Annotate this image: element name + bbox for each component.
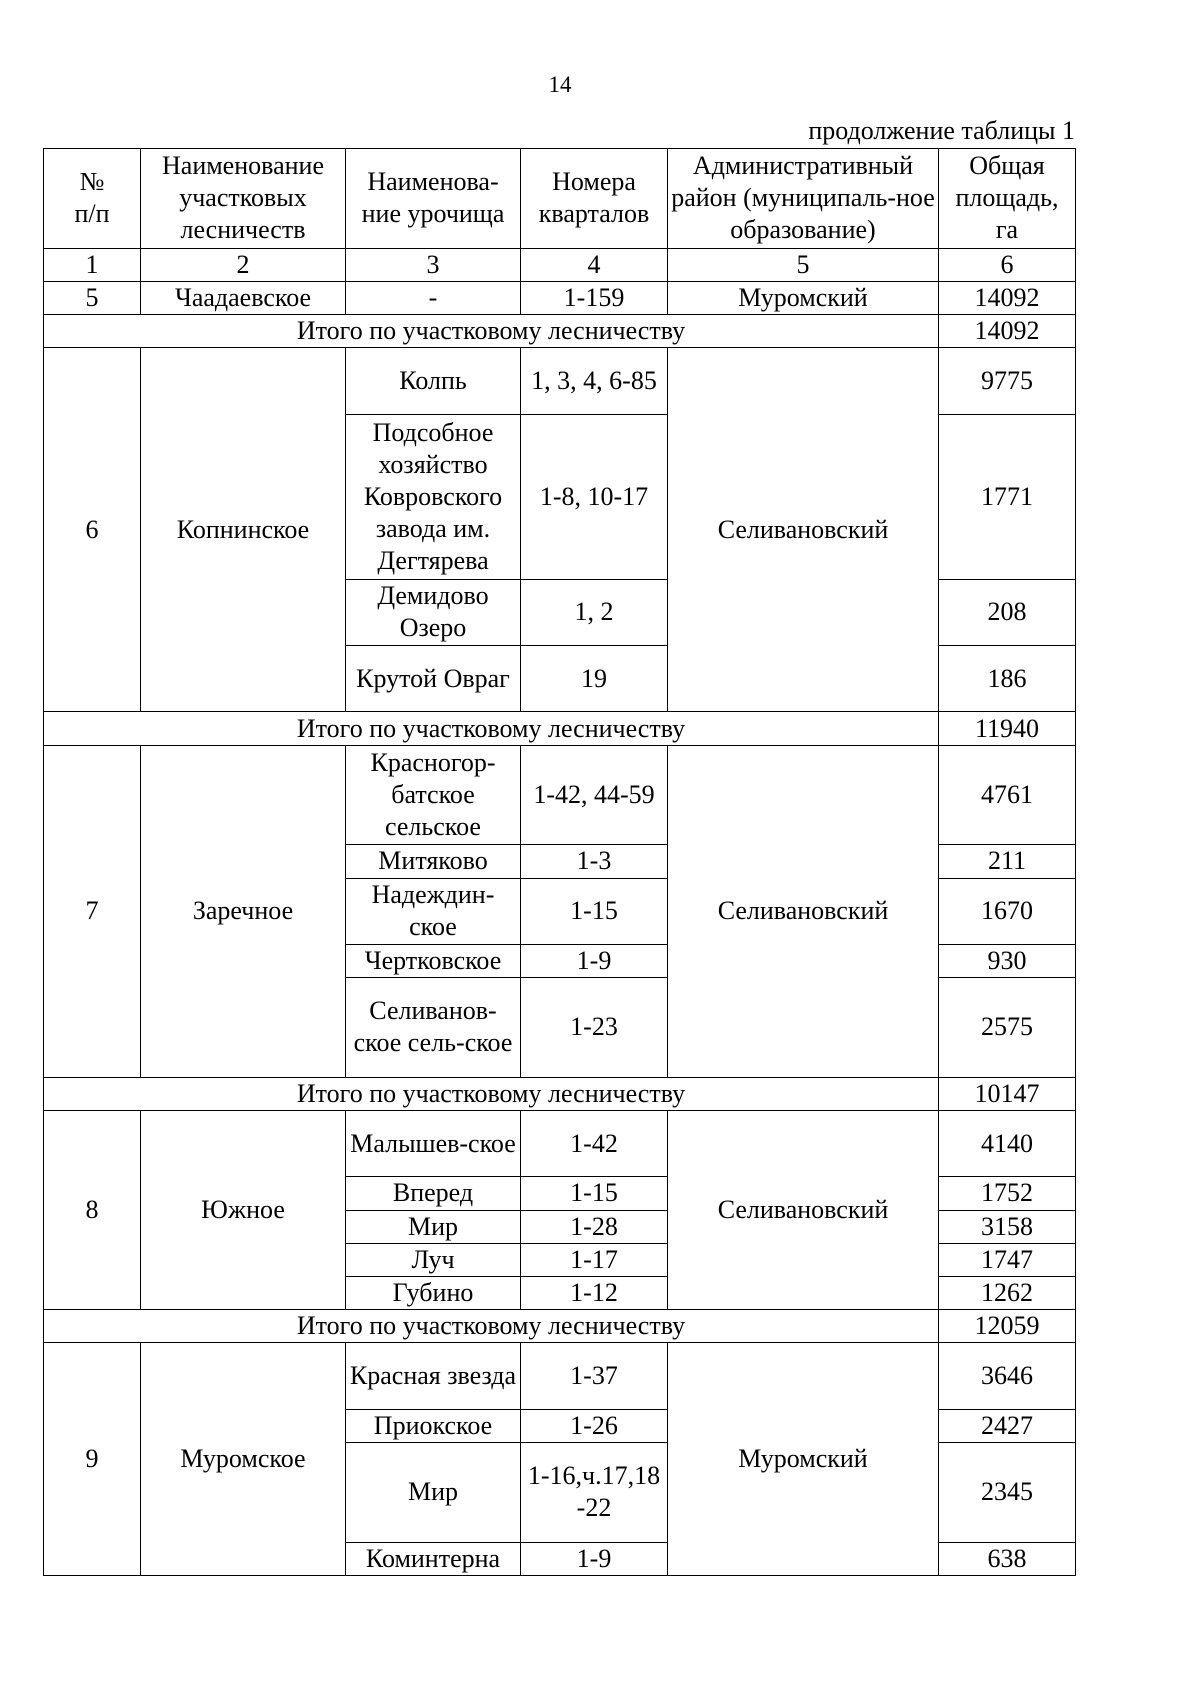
tract-name: Вперед [346,1177,521,1210]
district: Селивановский [668,745,939,1077]
total-label: Итого по участковому лесничеству [44,1077,939,1110]
table-row [44,1110,1076,1176]
tract-area: 1262 [939,1276,1076,1309]
column-number: 6 [939,248,1076,281]
tract-area: 3158 [939,1210,1076,1243]
forestry-name: Чаадаевское [141,281,346,314]
tract-area: 208 [939,579,1076,645]
tract-name: Митяково [346,845,521,878]
tract-quarters: 1-42 [521,1110,668,1176]
tract-quarters: 19 [521,646,668,712]
group-number: 5 [44,281,141,314]
table-row [44,745,1076,845]
tract-name: Малышев-ское [346,1110,521,1176]
tract-area: 1747 [939,1243,1076,1276]
total-value: 14092 [939,315,1076,348]
tract-quarters: 1-3 [521,845,668,878]
district: Селивановский [668,348,939,712]
column-number: 4 [521,248,668,281]
total-row [44,712,1076,745]
group-number: 6 [44,348,141,712]
tract-area: 1771 [939,414,1076,579]
tract-quarters: 1-42, 44-59 [521,745,668,845]
header-tract: Наименова-ние урочища [346,149,521,249]
tract-quarters: 1-17 [521,1243,668,1276]
header-quarters: Номера кварталов [521,149,668,249]
tract-area: 2575 [939,978,1076,1078]
column-number: 5 [668,248,939,281]
tract-name: Чертковское [346,944,521,977]
tract-name: Мир [346,1210,521,1243]
total-label: Итого по участковому лесничеству [44,712,939,745]
tract-area: 638 [939,1542,1076,1575]
total-label: Итого по участковому лесничеству [44,1310,939,1343]
tract-name: Красногор-батское сельское [346,745,521,845]
tract-name: Надеждин-ское [346,878,521,944]
tract-quarters: 1-15 [521,1177,668,1210]
forestry-name: Копнинское [141,348,346,712]
tract-area: 2345 [939,1442,1076,1542]
column-number-row [44,248,1076,281]
tract-quarters: 1-26 [521,1409,668,1442]
group-number: 9 [44,1343,141,1576]
group-number: 8 [44,1110,141,1309]
tract-quarters: 1, 3, 4, 6-85 [521,348,668,414]
tract-name: Колпь [346,348,521,414]
column-number: 1 [44,248,141,281]
total-label: Итого по участковому лесничеству [44,315,939,348]
tract-name: Селиванов-ское сель-ское [346,978,521,1078]
header-district: Административный район (муниципаль-ное образование) [668,149,939,249]
tract-quarters: 1-23 [521,978,668,1078]
header-area: Общая площадь, га [939,149,1076,249]
tract-area: 186 [939,646,1076,712]
tract-quarters: 1-159 [521,281,668,314]
total-row [44,1077,1076,1110]
district: Селивановский [668,1110,939,1309]
tract-quarters: 1-8, 10-17 [521,414,668,579]
table-row [44,281,1076,314]
header-forestry: Наименование участковых лесничеств [141,149,346,249]
tract-name: Губино [346,1276,521,1309]
tract-quarters: 1-37 [521,1343,668,1409]
tract-name: Подсобное хозяйство Ковровского завода им. Дегтярева [346,414,521,579]
page-number: 14 [548,72,572,97]
tract-name: Коминтерна [346,1542,521,1575]
total-row [44,315,1076,348]
tract-quarters: 1-16,ч.17,18-22 [521,1442,668,1542]
column-number: 2 [141,248,346,281]
district: Муромский [668,281,939,314]
tract-name: Крутой Овраг [346,646,521,712]
tract-quarters: 1-9 [521,944,668,977]
tract-area: 4140 [939,1110,1076,1176]
tract-quarters: 1, 2 [521,579,668,645]
tract-area: 1670 [939,878,1076,944]
header-num: № п/п [44,149,141,249]
tract-area: 14092 [939,281,1076,314]
table-row [44,348,1076,414]
tract-quarters: 1-15 [521,878,668,944]
tract-quarters: 1-9 [521,1542,668,1575]
tract-name: Приокское [346,1409,521,1442]
district: Муромский [668,1343,939,1576]
tract-quarters: 1-12 [521,1276,668,1309]
forestry-name: Южное [141,1110,346,1309]
table-row [44,1343,1076,1409]
tract-area: 9775 [939,348,1076,414]
tract-area: 930 [939,944,1076,977]
table-caption: продолжение таблицы 1 [808,116,1075,145]
tract-area: 1752 [939,1177,1076,1210]
tract-name: - [346,281,521,314]
tract-area: 211 [939,845,1076,878]
tract-area: 4761 [939,745,1076,845]
tract-name: Луч [346,1243,521,1276]
tract-name: Мир [346,1442,521,1542]
tract-name: Демидово Озеро [346,579,521,645]
table-header-row [44,149,1076,249]
tract-quarters: 1-28 [521,1210,668,1243]
forestry-table [43,148,1076,1576]
total-value: 10147 [939,1077,1076,1110]
forestry-name: Муромское [141,1343,346,1576]
tract-name: Красная звезда [346,1343,521,1409]
total-row [44,1310,1076,1343]
total-value: 12059 [939,1310,1076,1343]
total-value: 11940 [939,712,1076,745]
forestry-name: Заречное [141,745,346,1077]
column-number: 3 [346,248,521,281]
tract-area: 2427 [939,1409,1076,1442]
tract-area: 3646 [939,1343,1076,1409]
group-number: 7 [44,745,141,1077]
